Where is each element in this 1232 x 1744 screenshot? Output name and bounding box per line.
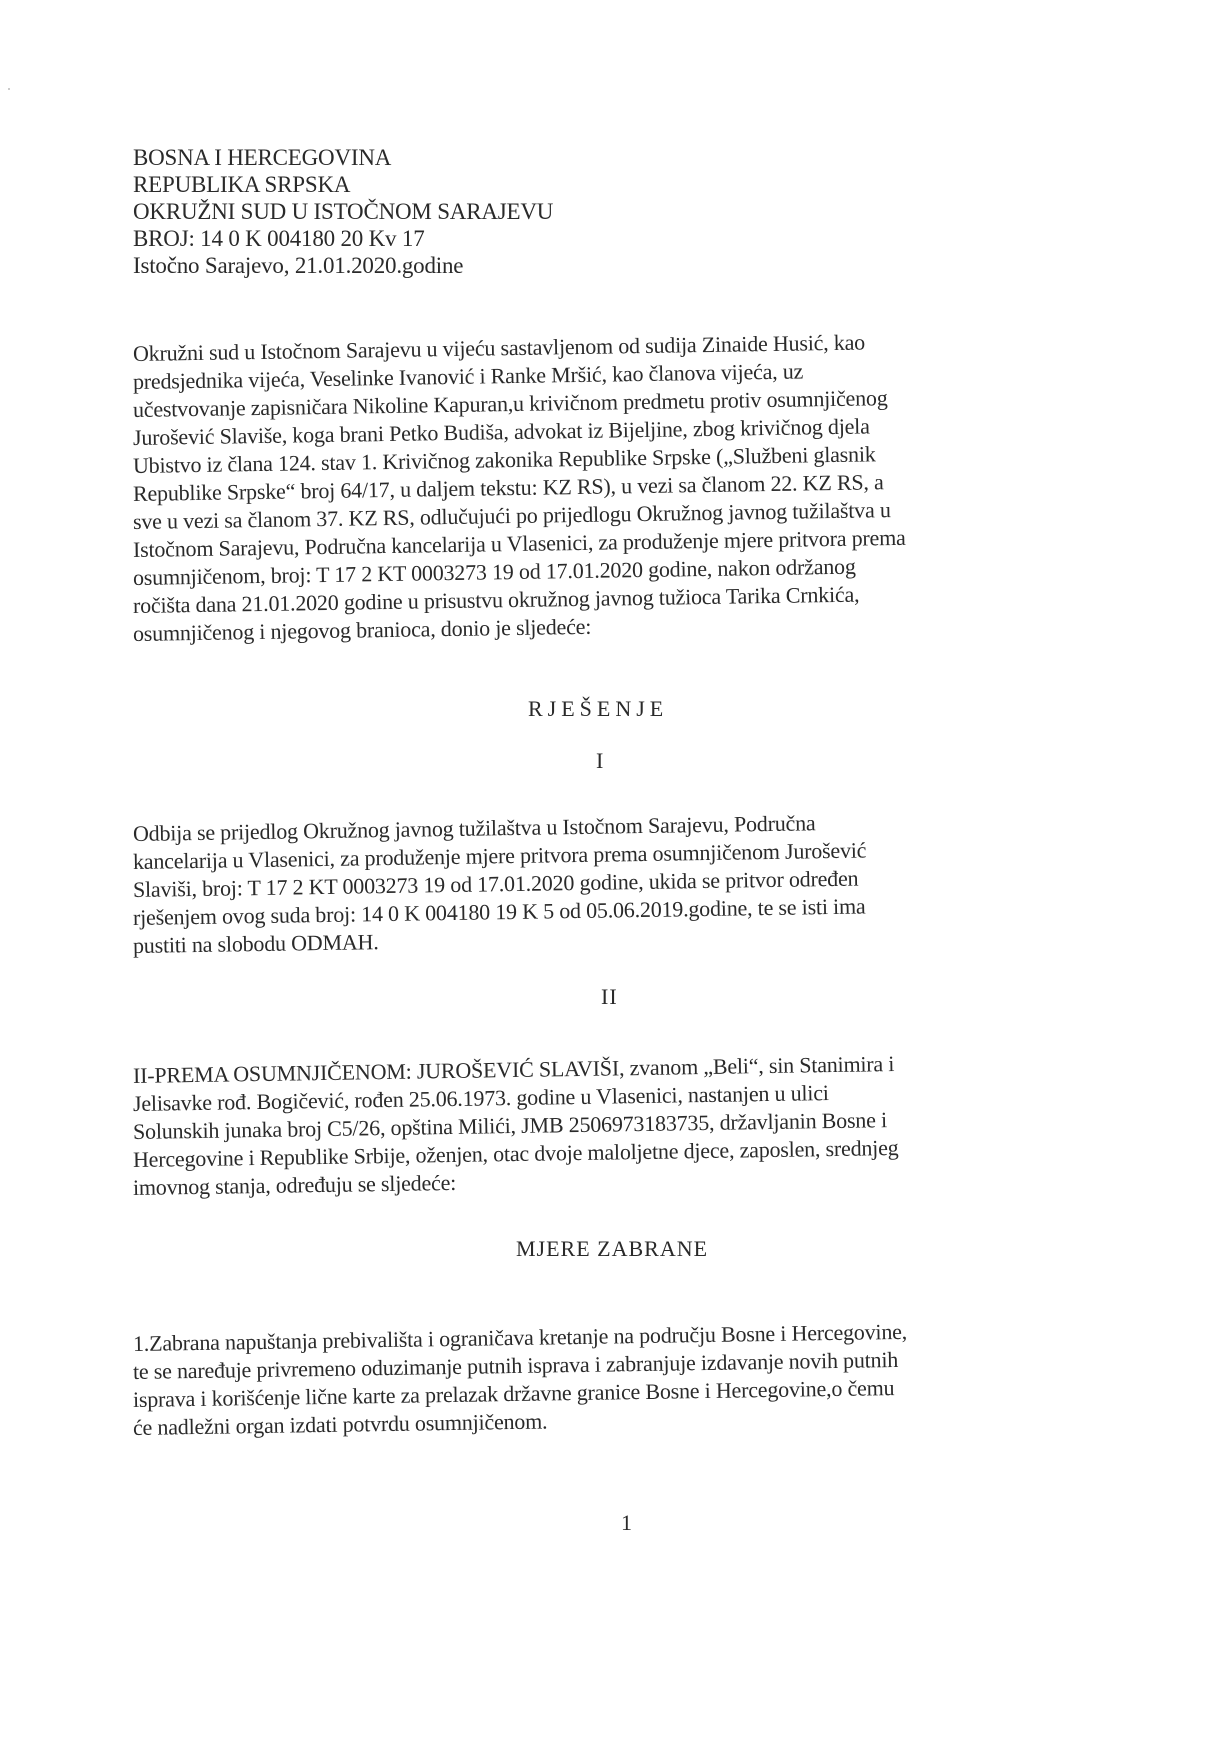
- text-line: Ubistvo iz člana 124. stav 1. Krivičnog zakonika Republike Srpske („Službeni glasnik: [132, 441, 876, 478]
- text-line: rješenjem ovog suda broj: 14 0 K 004180 19 K 5 od 05.06.2019.godine, te se isti ima: [132, 893, 866, 930]
- section-2-numeral: II: [601, 984, 618, 1009]
- text-line: Republike Srpske“ broj 64/17, u daljem tekstu: KZ RS), u vezi sa članom 22. KZ RS, a: [132, 469, 884, 506]
- page-number: 1: [621, 1510, 632, 1535]
- text-line: ročišta dana 21.01.2020 godine u prisustvu okružnog javnog tužioca Tarika Crnkića,: [132, 581, 860, 618]
- text-line: isprava i korišćenje lične karte za prelazak državne granice Bosne i Hercegovine,o čemu: [132, 1375, 895, 1412]
- text-line: pustiti na slobodu ODMAH.: [132, 929, 379, 958]
- text-line: te se naređuje privremeno oduzimanje putnih isprava i zabranjuje izdavanje novih putnih: [132, 1346, 899, 1384]
- scan-speck: [8, 88, 10, 90]
- text-line: Hercegovine i Republike Srbije, oženjen, otac dvoje maloljetne djece, zaposlen, srednjeg: [132, 1134, 899, 1172]
- measures-title: MJERE ZABRANE: [516, 1236, 709, 1261]
- decision-title: RJEŠENJE: [528, 696, 669, 721]
- text-line: sve u vezi sa članom 37. KZ RS, odlučujući po prijedlogu Okružnog javnog tužilaštva u: [132, 497, 891, 534]
- text-line: učestvovanje zapisničara Nikoline Kapuran,u krivičnom predmetu protiv osumnjičenog: [132, 385, 888, 422]
- text-line: osumnjičenog i njegovog branioca, donio je sljedeće:: [132, 613, 592, 646]
- text-line: 1.Zabrana napuštanja prebivališta i ograničava kretanje na području Bosne i Hercegovine,: [132, 1318, 908, 1356]
- text-line: II-PREMA OSUMNJIČENOM: JUROŠEVIĆ SLAVIŠI, zvanom „Beli“, sin Stanimira i: [132, 1051, 895, 1088]
- text-line: Istočnom Sarajevu, Područna kancelarija u Vlasenici, za produženje mjere pritvora prema: [132, 524, 906, 562]
- header-court: OKRUŽNI SUD U ISTOČNOM SARAJEVU: [133, 199, 554, 224]
- header-case-number: BROJ: 14 0 K 004180 20 Kv 17: [133, 226, 425, 251]
- header-place-date: Istočno Sarajevo, 21.01.2020.godine: [133, 253, 464, 278]
- section-1-numeral: I: [596, 748, 605, 773]
- text-line: Odbija se prijedlog Okružnog javnog tužilaštva u Istočnom Sarajevu, Područna: [132, 810, 816, 846]
- text-line: će nadležni organ izdati potvrdu osumnjičenom.: [132, 1408, 548, 1440]
- text-line: predsjednika vijeća, Veselinke Ivanović i Ranke Mršić, kao članova vijeća, uz: [132, 358, 804, 394]
- text-line: osumnjičenom, broj: T 17 2 KT 0003273 19 od 17.01.2020 godine, nakon održanog: [132, 553, 856, 590]
- text-line: Solunskih junaka broj C5/26, opština Milići, JMB 2506973183735, državljanin Bosne i: [132, 1107, 888, 1144]
- header-entity: REPUBLIKA SRPSKA: [133, 172, 351, 197]
- text-line: Jelisavke rođ. Bogičević, rođen 25.06.1973. godine u Vlasenici, nastanjen u ulici: [132, 1080, 829, 1116]
- text-line: Okružni sud u Istočnom Sarajevu u vijeću sastavljenom od sudija Zinaide Husić, kao: [132, 329, 866, 366]
- text-line: Slaviši, broj: T 17 2 KT 0003273 19 od 17.01.2020 godine, ukida se pritvor određen: [132, 865, 859, 902]
- text-line: kancelarija u Vlasenici, za produženje mjere pritvora prema osumnjičenom Jurošević: [132, 837, 867, 874]
- text-line: imovnog stanja, određuju se sljedeće:: [132, 1169, 457, 1200]
- header-country: BOSNA I HERCEGOVINA: [133, 145, 392, 170]
- text-line: Jurošević Slaviše, koga brani Petko Budiša, advokat iz Bijeljine, zbog krivičnog djela: [132, 413, 870, 450]
